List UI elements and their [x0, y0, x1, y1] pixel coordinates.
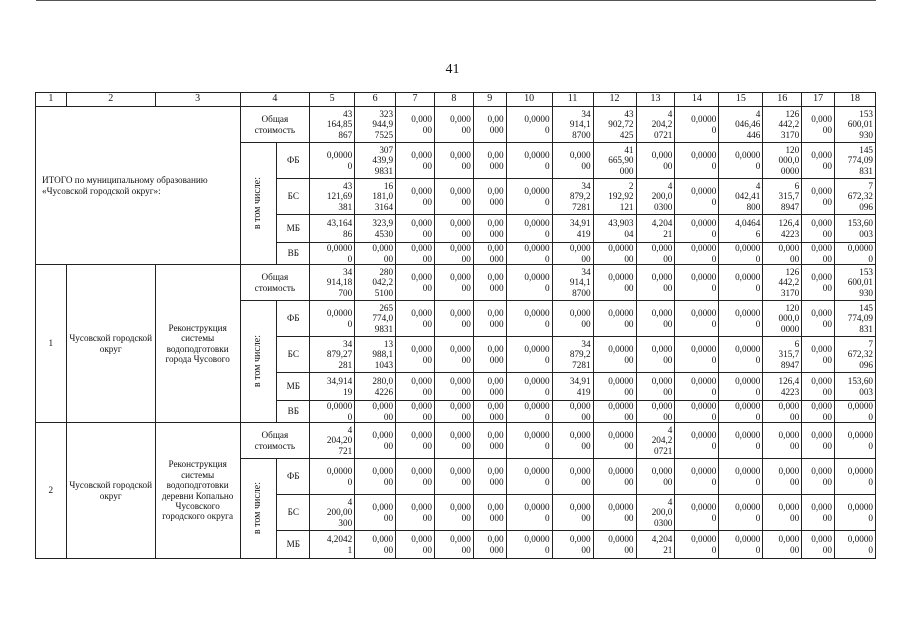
- header-cell: 15: [719, 93, 763, 107]
- budget-table: [35, 92, 876, 559]
- value-cell: 0,0000 0: [506, 301, 552, 337]
- value-cell: 0,000 00: [636, 143, 675, 179]
- value-cell: 0,0000 0: [310, 459, 355, 495]
- row-label: ВБ: [277, 243, 310, 265]
- value-cell: 0,000 00: [396, 401, 435, 423]
- value-cell: 265 774,0 9831: [355, 301, 396, 337]
- value-cell: 41 665,90 000: [593, 143, 636, 179]
- row-label: МБ: [277, 531, 310, 559]
- value-cell: 43 121,69 381: [310, 179, 355, 215]
- page-number: 41: [445, 62, 460, 77]
- value-cell: 0,00 000: [473, 337, 506, 373]
- value-cell: 43 902,72 425: [593, 107, 636, 143]
- value-cell: 0,0000 0: [834, 495, 875, 531]
- value-cell: 0,000 00: [434, 373, 473, 401]
- header-cell: 1: [36, 93, 67, 107]
- value-cell: 0,000 00: [552, 423, 593, 459]
- value-cell: 0,0000 0: [675, 373, 719, 401]
- value-cell: 0,000 00: [434, 215, 473, 243]
- value-cell: 0,000 00: [396, 459, 435, 495]
- project-owner: Чусовской городской округ: [66, 265, 155, 423]
- value-cell: 16 181,0 3164: [355, 179, 396, 215]
- header-cell: 4: [240, 93, 310, 107]
- value-cell: 120 000,0 0000: [763, 143, 802, 179]
- value-cell: 145 774,09 831: [834, 143, 875, 179]
- value-cell: 0,000 00: [434, 401, 473, 423]
- value-cell: 0,000 00: [763, 243, 802, 265]
- header-cell: 6: [355, 93, 396, 107]
- value-cell: 0,0000 0: [506, 107, 552, 143]
- row-label: Общая стоимость: [240, 107, 310, 143]
- value-cell: 43 164,85 867: [310, 107, 355, 143]
- project-number: 2: [36, 423, 67, 559]
- value-cell: 0,000 00: [434, 179, 473, 215]
- value-cell: 0,000 00: [763, 423, 802, 459]
- value-cell: 0,00 000: [473, 301, 506, 337]
- value-cell: 0,0000 0: [834, 531, 875, 559]
- value-cell: 6 315,7 8947: [763, 337, 802, 373]
- value-cell: 0,000 00: [434, 301, 473, 337]
- value-cell: 0,000 00: [802, 373, 835, 401]
- value-cell: 153 600,01 930: [834, 107, 875, 143]
- value-cell: 0,000 00: [396, 531, 435, 559]
- value-cell: 0,000 00: [802, 401, 835, 423]
- value-cell: 0,00 000: [473, 215, 506, 243]
- value-cell: 34 914,1 8700: [552, 265, 593, 301]
- value-cell: 0,0000 0: [506, 143, 552, 179]
- value-cell: 0,0000 0: [506, 179, 552, 215]
- value-cell: 0,000 00: [396, 215, 435, 243]
- value-cell: 34 879,27 281: [310, 337, 355, 373]
- value-cell: 0,000 00: [636, 373, 675, 401]
- project-number: 1: [36, 265, 67, 423]
- header-row: [36, 93, 876, 107]
- value-cell: 0,0000 0: [719, 337, 763, 373]
- header-cell: 16: [763, 93, 802, 107]
- value-cell: 145 774,09 831: [834, 301, 875, 337]
- value-cell: 0,000 00: [802, 243, 835, 265]
- header-cell: 8: [434, 93, 473, 107]
- value-cell: 0,00 000: [473, 423, 506, 459]
- value-cell: 0,0000 0: [719, 373, 763, 401]
- value-cell: 0,0000 0: [719, 301, 763, 337]
- row-label: Общая стоимость: [240, 265, 310, 301]
- value-cell: 0,0000 00: [593, 301, 636, 337]
- value-cell: 0,0000 00: [593, 243, 636, 265]
- value-cell: 0,000 00: [396, 107, 435, 143]
- value-cell: 4,204 21: [636, 531, 675, 559]
- value-cell: 0,000 00: [802, 459, 835, 495]
- header-cell: 10: [506, 93, 552, 107]
- row-label: МБ: [277, 373, 310, 401]
- value-cell: 0,000 00: [434, 531, 473, 559]
- value-cell: 0,000 00: [396, 143, 435, 179]
- value-cell: 4 042,41 800: [719, 179, 763, 215]
- including-label: [240, 301, 277, 423]
- header-cell: 12: [593, 93, 636, 107]
- value-cell: 0,00 000: [473, 459, 506, 495]
- value-cell: 0,0000 00: [593, 401, 636, 423]
- value-cell: 7 672,32 096: [834, 337, 875, 373]
- value-cell: 0,0000 0: [675, 531, 719, 559]
- value-cell: 0,0000 0: [310, 401, 355, 423]
- value-cell: 0,0000 00: [593, 495, 636, 531]
- value-cell: 0,0000 0: [675, 423, 719, 459]
- value-cell: 0,000 00: [396, 179, 435, 215]
- value-cell: 4 204,2 0721: [636, 423, 675, 459]
- row-label: БС: [277, 179, 310, 215]
- value-cell: 120 000,0 0000: [763, 301, 802, 337]
- value-cell: 0,0000 0: [675, 337, 719, 373]
- value-cell: 0,0000 0: [719, 459, 763, 495]
- row-label: ФБ: [277, 459, 310, 495]
- row-label: ФБ: [277, 143, 310, 179]
- value-cell: 34 879,2 7281: [552, 337, 593, 373]
- row-label: БС: [277, 495, 310, 531]
- header-cell: 7: [396, 93, 435, 107]
- value-cell: 0,000 00: [763, 531, 802, 559]
- value-cell: 0,0000 0: [675, 107, 719, 143]
- value-cell: 0,000 00: [434, 265, 473, 301]
- value-cell: 0,000 00: [552, 459, 593, 495]
- value-cell: 7 672,32 096: [834, 179, 875, 215]
- data-row: [36, 423, 876, 459]
- value-cell: 0,0000 0: [506, 337, 552, 373]
- value-cell: 0,0000 0: [719, 243, 763, 265]
- value-cell: 0,0000 0: [506, 459, 552, 495]
- value-cell: 0,0000 0: [834, 459, 875, 495]
- value-cell: 0,000 00: [396, 495, 435, 531]
- header-cell: 11: [552, 93, 593, 107]
- value-cell: 0,00 000: [473, 243, 506, 265]
- value-cell: 0,0000 00: [593, 531, 636, 559]
- row-label: ВБ: [277, 401, 310, 423]
- value-cell: 0,00 000: [473, 107, 506, 143]
- value-cell: 0,00 000: [473, 265, 506, 301]
- top-rule: [36, 0, 876, 1]
- header-cell: 13: [636, 93, 675, 107]
- value-cell: 4,0464 6: [719, 215, 763, 243]
- value-cell: 0,0000 0: [834, 243, 875, 265]
- value-cell: 34 914,1 8700: [552, 107, 593, 143]
- value-cell: 0,000 00: [802, 495, 835, 531]
- value-cell: 0,000 00: [802, 301, 835, 337]
- value-cell: 0,0000 0: [675, 401, 719, 423]
- value-cell: 126 442,2 3170: [763, 107, 802, 143]
- value-cell: 4 200,0 0300: [636, 179, 675, 215]
- value-cell: 0,000 00: [396, 423, 435, 459]
- value-cell: 0,00 000: [473, 495, 506, 531]
- value-cell: 0,000 00: [552, 243, 593, 265]
- value-cell: 323 944,9 7525: [355, 107, 396, 143]
- value-cell: 0,0000 00: [593, 459, 636, 495]
- value-cell: 4 046,46 446: [719, 107, 763, 143]
- value-cell: 0,000 00: [434, 459, 473, 495]
- value-cell: 280,0 4226: [355, 373, 396, 401]
- value-cell: 0,000 00: [434, 143, 473, 179]
- project-name: Реконструкция системы водоподготовки города Чусового: [155, 265, 240, 423]
- header-cell: 3: [155, 93, 240, 107]
- value-cell: 153,60 003: [834, 373, 875, 401]
- including-label: [240, 143, 277, 265]
- value-cell: 0,0000 0: [719, 265, 763, 301]
- header-cell: 14: [675, 93, 719, 107]
- project-name: Реконструкция системы водоподготовки деревни Копально Чусовского городского округа: [155, 423, 240, 559]
- value-cell: 0,0000 0: [506, 243, 552, 265]
- value-cell: 0,000 00: [763, 401, 802, 423]
- data-row: [36, 265, 876, 301]
- value-cell: 0,0000 0: [675, 301, 719, 337]
- value-cell: 0,000 00: [434, 423, 473, 459]
- value-cell: 153,60 003: [834, 215, 875, 243]
- value-cell: 0,000 00: [355, 459, 396, 495]
- value-cell: 0,0000 0: [675, 265, 719, 301]
- value-cell: 0,000 00: [802, 179, 835, 215]
- value-cell: 0,00 000: [473, 373, 506, 401]
- value-cell: 0,000 00: [802, 423, 835, 459]
- value-cell: 2 192,92 121: [593, 179, 636, 215]
- value-cell: 0,0000 0: [675, 215, 719, 243]
- value-cell: 43,164 86: [310, 215, 355, 243]
- value-cell: 0,000 00: [636, 301, 675, 337]
- value-cell: 0,000 00: [355, 495, 396, 531]
- value-cell: 0,000 00: [802, 265, 835, 301]
- value-cell: 0,0000 0: [834, 401, 875, 423]
- value-cell: 0,000 00: [434, 495, 473, 531]
- value-cell: 0,0000 00: [593, 423, 636, 459]
- value-cell: 0,00 000: [473, 531, 506, 559]
- value-cell: 0,000 00: [552, 301, 593, 337]
- value-cell: 0,00 000: [473, 179, 506, 215]
- value-cell: 0,0000 0: [719, 143, 763, 179]
- value-cell: 34 914,18 700: [310, 265, 355, 301]
- value-cell: 0,000 00: [802, 215, 835, 243]
- header-cell: 18: [834, 93, 875, 107]
- including-text: в том числе:: [252, 177, 264, 230]
- including-text: в том числе:: [252, 335, 264, 388]
- value-cell: 0,0000 00: [593, 373, 636, 401]
- value-cell: 0,0000 0: [719, 495, 763, 531]
- value-cell: 4 204,2 0721: [636, 107, 675, 143]
- header-cell: 17: [802, 93, 835, 107]
- value-cell: 0,0000 00: [593, 265, 636, 301]
- value-cell: 0,000 00: [355, 243, 396, 265]
- table-body: [36, 93, 876, 559]
- value-cell: 126,4 4223: [763, 215, 802, 243]
- value-cell: 0,0000 0: [506, 495, 552, 531]
- value-cell: 4 200,00 300: [310, 495, 355, 531]
- value-cell: 4,2042 1: [310, 531, 355, 559]
- value-cell: 0,000 00: [396, 301, 435, 337]
- value-cell: 4 200,0 0300: [636, 495, 675, 531]
- value-cell: 0,000 00: [355, 531, 396, 559]
- value-cell: 0,000 00: [355, 401, 396, 423]
- value-cell: 0,0000 0: [675, 459, 719, 495]
- value-cell: 0,000 00: [552, 495, 593, 531]
- value-cell: 0,000 00: [552, 143, 593, 179]
- value-cell: 43,903 04: [593, 215, 636, 243]
- value-cell: 0,000 00: [396, 265, 435, 301]
- value-cell: 13 988,1 1043: [355, 337, 396, 373]
- value-cell: 34,91 419: [552, 215, 593, 243]
- row-label: БС: [277, 337, 310, 373]
- value-cell: 0,0000 0: [310, 143, 355, 179]
- value-cell: 126 442,2 3170: [763, 265, 802, 301]
- header-cell: 2: [66, 93, 155, 107]
- total-label: ИТОГО по муниципальному образованию «Чусовской городской округ»:: [36, 107, 241, 265]
- value-cell: 34,914 19: [310, 373, 355, 401]
- value-cell: 307 439,9 9831: [355, 143, 396, 179]
- value-cell: 0,0000 0: [506, 401, 552, 423]
- value-cell: 0,0000 0: [834, 423, 875, 459]
- header-cell: 9: [473, 93, 506, 107]
- project-owner: Чусовской городской округ: [66, 423, 155, 559]
- value-cell: 0,000 00: [802, 143, 835, 179]
- value-cell: 0,000 00: [396, 373, 435, 401]
- value-cell: 0,0000 0: [506, 215, 552, 243]
- value-cell: 0,00 000: [473, 143, 506, 179]
- value-cell: 0,0000 0: [506, 373, 552, 401]
- row-label: МБ: [277, 215, 310, 243]
- header-cell: 5: [310, 93, 355, 107]
- value-cell: 126,4 4223: [763, 373, 802, 401]
- value-cell: 34,91 419: [552, 373, 593, 401]
- value-cell: 0,000 00: [552, 531, 593, 559]
- value-cell: 0,000 00: [396, 337, 435, 373]
- value-cell: 0,000 00: [636, 265, 675, 301]
- value-cell: 0,0000 0: [719, 531, 763, 559]
- value-cell: 34 879,2 7281: [552, 179, 593, 215]
- value-cell: 0,000 00: [636, 337, 675, 373]
- value-cell: 0,00 000: [473, 401, 506, 423]
- value-cell: 0,000 00: [763, 495, 802, 531]
- value-cell: 0,0000 0: [675, 243, 719, 265]
- value-cell: 0,000 00: [636, 243, 675, 265]
- value-cell: 0,0000 0: [675, 495, 719, 531]
- value-cell: 0,0000 0: [506, 265, 552, 301]
- value-cell: 0,0000 0: [719, 401, 763, 423]
- value-cell: 0,0000 0: [675, 179, 719, 215]
- value-cell: 0,000 00: [434, 107, 473, 143]
- value-cell: 0,000 00: [396, 243, 435, 265]
- value-cell: 0,0000 0: [310, 301, 355, 337]
- value-cell: 0,000 00: [802, 337, 835, 373]
- value-cell: 0,0000 0: [675, 143, 719, 179]
- value-cell: 4,204 21: [636, 215, 675, 243]
- row-label: ФБ: [277, 301, 310, 337]
- value-cell: 0,0000 0: [506, 423, 552, 459]
- including-label: [240, 459, 277, 559]
- value-cell: 153 600,01 930: [834, 265, 875, 301]
- value-cell: 6 315,7 8947: [763, 179, 802, 215]
- row-label: Общая стоимость: [240, 423, 310, 459]
- value-cell: 0,000 00: [355, 423, 396, 459]
- value-cell: 0,0000 0: [506, 531, 552, 559]
- value-cell: 4 204,20 721: [310, 423, 355, 459]
- value-cell: 0,0000 0: [719, 423, 763, 459]
- value-cell: 0,000 00: [636, 401, 675, 423]
- data-row: [36, 107, 876, 143]
- including-text: в том числе:: [252, 482, 264, 535]
- value-cell: 0,000 00: [802, 531, 835, 559]
- value-cell: 0,0000 00: [593, 337, 636, 373]
- value-cell: 0,000 00: [552, 401, 593, 423]
- value-cell: 0,0000 0: [310, 243, 355, 265]
- value-cell: 0,000 00: [434, 243, 473, 265]
- value-cell: 0,000 00: [434, 337, 473, 373]
- value-cell: 0,000 00: [802, 107, 835, 143]
- value-cell: 0,000 00: [763, 459, 802, 495]
- value-cell: 280 042,2 5100: [355, 265, 396, 301]
- value-cell: 323,9 4530: [355, 215, 396, 243]
- value-cell: 0,000 00: [636, 459, 675, 495]
